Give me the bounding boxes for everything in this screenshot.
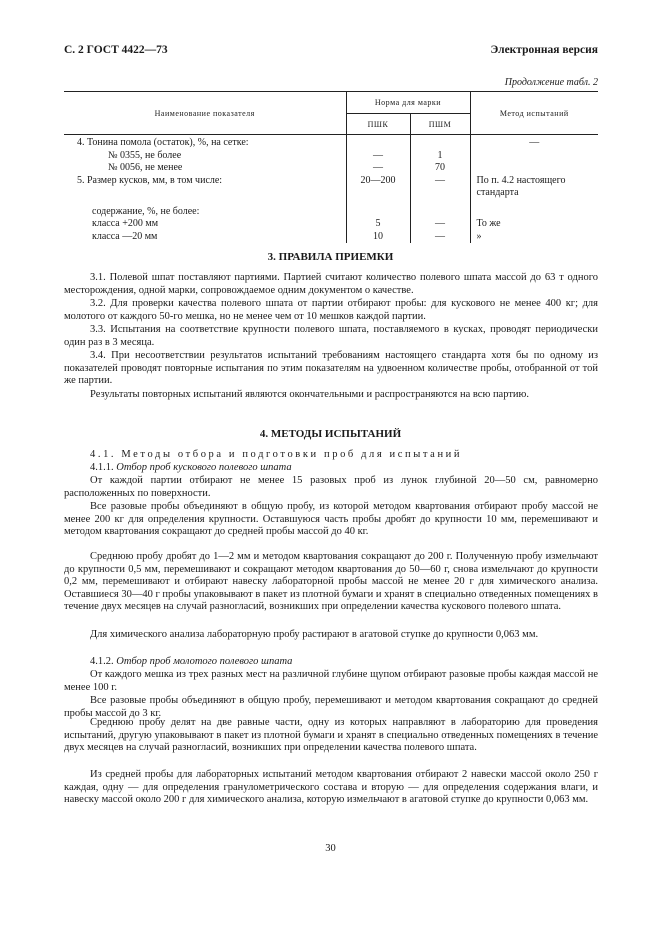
col-header-pshk: ПШК	[346, 114, 410, 135]
row-name: 5. Размер кусков, мм, в том числе:	[64, 175, 346, 206]
row-method	[470, 206, 598, 219]
section-3-paragraph-1: 3.1. Полевой шпат поставляют партиями. Партией считают количество полевого шпата массой до 63 т одного месторождения, одной марки, сопровождаемое одним документом о качестве.	[64, 272, 598, 296]
section-3-paragraph-4: 3.4. При несоответствии результатов испытаний требованиям настоящего стандарта хотя бы по одному из показателей проводят повторные испытания по этим показателям на удвоенном количестве пробы, отобранной от той же партии.	[64, 350, 598, 387]
col-header-method: Метод испытаний	[470, 92, 598, 135]
row-name: класса +200 мм	[64, 218, 346, 231]
row-name: 4. Тонина помола (остаток), %, на сетке:	[64, 135, 346, 150]
row-method: По п. 4.2 настоящего стандарта	[470, 175, 598, 206]
doc-header-standard: С. 2 ГОСТ 4422—73	[64, 44, 168, 56]
table-row	[64, 218, 598, 231]
section-4-paragraph-4: Для химического анализа лабораторную пробу растирают в агатовой ступке до крупности 0,063 мм.	[90, 629, 539, 640]
subsection-4-1-2-heading	[90, 656, 292, 669]
row-method: »	[470, 231, 598, 244]
table-row	[64, 150, 598, 163]
row-name: класса —20 мм	[64, 231, 346, 244]
section-4-paragraph-7: Среднюю пробу делят на две равные части, одну из которых направляют в лабораторию для проведения испытаний, другую упаковывают в пакет из плотной бумаги и хранят в специально отведенных помещениях в течение двух месяцев на случай разногласий, возникших при определении качества полевого шпата.	[64, 717, 598, 754]
table-row	[64, 175, 598, 206]
subsection-number: 4.1.2.	[90, 656, 114, 667]
subsection-4-1-1-heading	[90, 462, 292, 475]
row-pshk: —	[346, 162, 410, 175]
col-header-norm: Норма для марки	[346, 92, 470, 114]
section-3-paragraph-2: 3.2. Для проверки качества полевого шпата от партии отбирают пробы: для кускового не менее 400 кг; для молотого от каждого 50-го мешка, но не менее чем от 10 мешков каждой партии.	[64, 298, 598, 322]
row-name: содержание, %, не более:	[64, 206, 346, 219]
row-name: № 0355, не более	[64, 150, 346, 163]
section-3-paragraph-3: 3.3. Испытания на соответствие крупности полевого шпата, поставляемого в кусках, проводят периодически один раз в 3 месяца.	[64, 324, 598, 348]
col-header-name: Наименование показателя	[64, 92, 346, 135]
doc-header-version: Электронная версия	[490, 44, 598, 56]
row-pshk: —	[346, 150, 410, 163]
section-3-title: 3. ПРАВИЛА ПРИЕМКИ	[267, 251, 394, 263]
row-pshk: 20—200	[346, 175, 410, 206]
row-method: —	[470, 135, 598, 150]
row-name: № 0056, не менее	[64, 162, 346, 175]
row-method	[470, 162, 598, 175]
subsection-4-1-heading: 4.1. Методы отбора и подготовки проб для испытаний	[90, 449, 463, 460]
row-pshm	[410, 135, 470, 150]
row-pshm: —	[410, 231, 470, 244]
section-4-paragraph-1: От каждой партии отбирают не менее 15 разовых проб из лунок глубиной 20—50 см, равномерно расположенных по поверхности.	[64, 475, 598, 499]
subsection-title: Отбор проб кускового полевого шпата	[116, 462, 292, 473]
table-row	[64, 162, 598, 175]
table-row	[64, 135, 598, 150]
row-pshk	[346, 206, 410, 219]
row-pshk	[346, 135, 410, 150]
section-4-paragraph-2: Все разовые пробы объединяют в общую пробу, из которой методом квартования отбирают пробу массой не менее 200 кг для определения крупности. Оставшуюся часть пробы дробят до крупности 10 мм, перемешивают и методом квартования сокращают до средней пробы массой до 40 кг.	[64, 501, 598, 538]
section-4-title: 4. МЕТОДЫ ИСПЫТАНИЙ	[259, 428, 402, 440]
row-pshm: —	[410, 175, 470, 206]
row-pshk: 5	[346, 218, 410, 231]
col-header-pshm: ПШМ	[410, 114, 470, 135]
section-4-paragraph-3: Среднюю пробу дробят до 1—2 мм и методом квартования сокращают до 200 г. Полученную пробу измельчают до крупности 0,5 мм, перемешивают и сокращают методом квартования до 50—60 г, снова измельчают до крупности 0,2 мм, перемешивают и отбирают навеску лабораторной пробы массой не менее 20 г для химического анализа. Оставшиеся 30—40 г пробы упаковывают в пакет из плотной бумаги и хранят в специально отведенных помещениях в течение двух месяцев на случай разногласий, возникших при определении качества кускового полевого шпата.	[64, 551, 598, 613]
spec-table	[64, 91, 598, 243]
table-row	[64, 206, 598, 219]
section-3-paragraph-5: Результаты повторных испытаний являются окончательными и распространяются на всю партию.	[90, 389, 530, 400]
row-pshm	[410, 206, 470, 219]
row-pshm: 1	[410, 150, 470, 163]
page-number: 30	[325, 843, 336, 854]
table-continuation-label: Продолжение табл. 2	[504, 77, 598, 88]
row-method: То же	[470, 218, 598, 231]
section-4-paragraph-5: От каждого мешка из трех разных мест на различной глубине щупом отбирают разовые пробы каждая массой не менее 100 г.	[64, 669, 598, 693]
row-pshm: —	[410, 218, 470, 231]
table-row	[64, 231, 598, 244]
section-4-paragraph-8: Из средней пробы для лабораторных испытаний методом квартования отбирают 2 навески массой около 250 г каждая, одну — для определения гранулометрического состава и вторую — для определения содержания влаги, и навеску массой около 200 г для химического анализа, которую измельчают в агатовой ступке до крупности 0,063 мм.	[64, 769, 598, 806]
subsection-number: 4.1.1.	[90, 462, 114, 473]
section-4-paragraph-6: Все разовые пробы объединяют в общую пробу, перемешивают и методом квартования сокращают до средней пробы массой до 3 кг.	[64, 695, 598, 719]
subsection-title: Отбор проб молотого полевого шпата	[116, 656, 293, 667]
row-pshk: 10	[346, 231, 410, 244]
row-pshm: 70	[410, 162, 470, 175]
row-method	[470, 150, 598, 163]
